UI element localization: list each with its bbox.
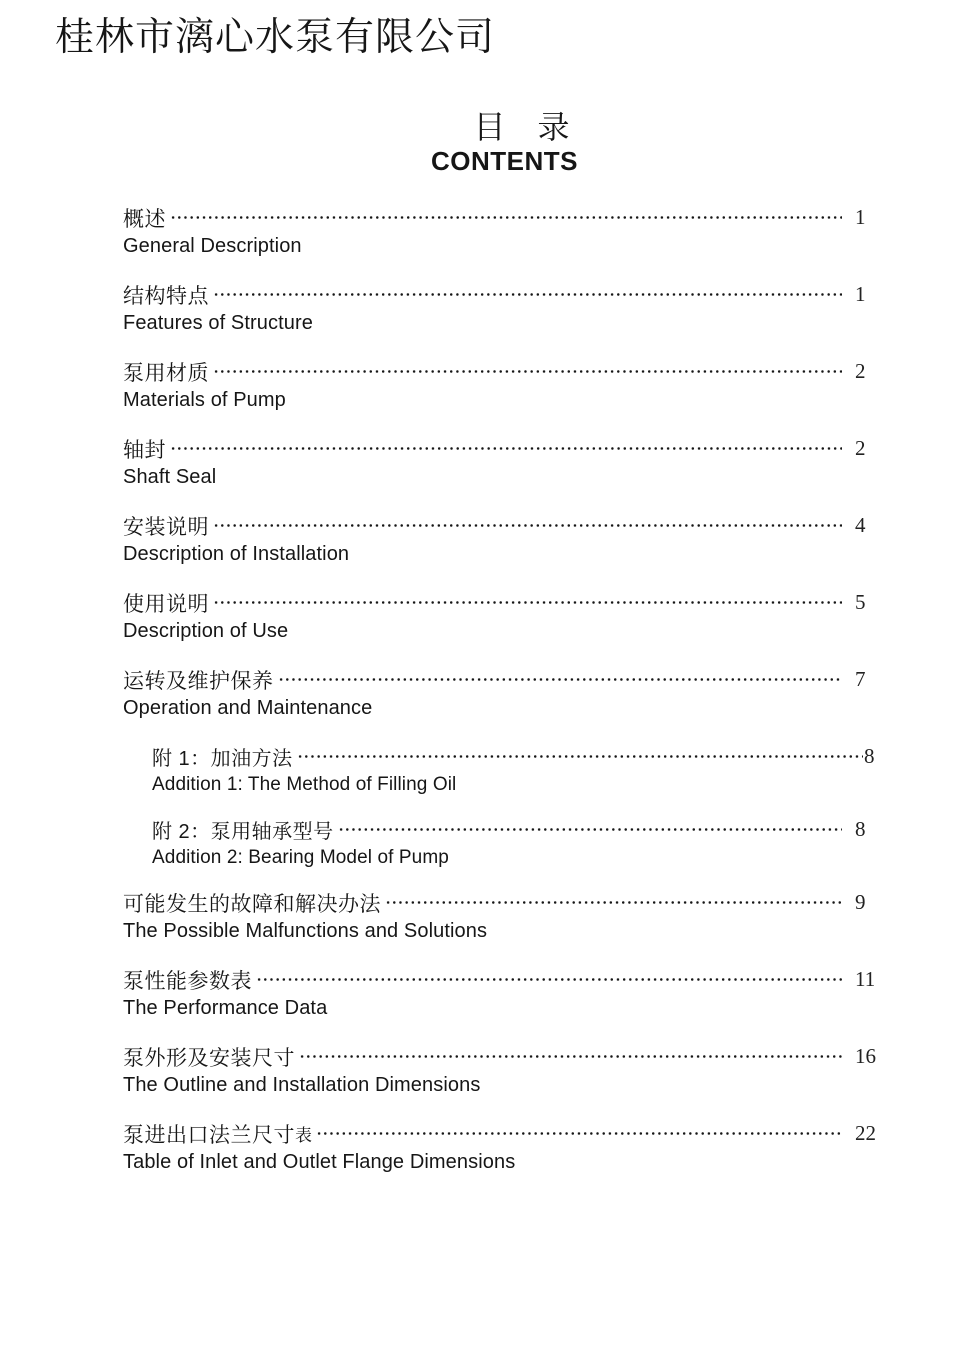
toc-entry-page-number: 8 xyxy=(855,817,866,841)
toc-entry-title-en: Table of Inlet and Outlet Flange Dimensions xyxy=(123,1150,516,1173)
toc-entry-title-cn: 可能发生的故障和解决办法 xyxy=(123,892,381,916)
toc-entry xyxy=(123,202,886,259)
toc-entry-title-en: The Possible Malfunctions and Solutions xyxy=(123,919,488,942)
toc-entry-title-en: General Description xyxy=(123,234,302,257)
dot-leader xyxy=(299,1041,842,1072)
toc-entry-title-en: Shaft Seal xyxy=(123,465,217,488)
dot-leader xyxy=(316,1118,842,1149)
toc-entry-title-row xyxy=(123,510,886,541)
toc-entry-title-row xyxy=(123,1041,886,1072)
toc-entry-title-en: Addition 2: Bearing Model of Pump xyxy=(152,847,449,868)
toc-entry-page-number: 9 xyxy=(855,890,866,914)
toc-entry xyxy=(123,356,886,413)
toc-entry-page-number: 11 xyxy=(855,967,876,991)
dot-leader xyxy=(338,814,842,845)
toc-list xyxy=(123,202,886,1195)
dot-leader xyxy=(170,202,842,233)
toc-entry-title-row xyxy=(123,433,886,464)
toc-entry-title-row xyxy=(123,279,886,310)
toc-entry-title-cn: 泵用材质 xyxy=(123,361,209,385)
toc-entry-title-row xyxy=(152,814,886,845)
toc-entry-title-en: Operation and Maintenance xyxy=(123,696,373,719)
toc-entry-title-cn: 附 1：加油方法 xyxy=(152,748,293,770)
toc-entry-title-en: Description of Use xyxy=(123,619,289,642)
toc-entry xyxy=(123,964,886,1021)
toc-entry xyxy=(123,814,886,871)
toc-entry-title-row xyxy=(123,964,886,995)
toc-entry-title-cn: 泵性能参数表 xyxy=(123,969,252,993)
toc-entry-page-number: 4 xyxy=(855,513,866,537)
toc-entry-page-number: 7 xyxy=(855,667,866,691)
toc-entry-page-number: 5 xyxy=(855,590,866,614)
toc-entry xyxy=(123,664,886,721)
toc-entry-page-number: 8 xyxy=(864,744,875,768)
toc-entry-page-number: 2 xyxy=(855,436,866,460)
dot-leader xyxy=(213,587,842,618)
toc-entry-title-row xyxy=(123,202,886,233)
toc-entry-title-row xyxy=(123,887,886,918)
toc-entry xyxy=(123,741,886,798)
toc-entry xyxy=(123,433,886,490)
toc-entry-title-en: Description of Installation xyxy=(123,542,350,565)
toc-entry xyxy=(123,887,886,944)
toc-entry-title-cn: 结构特点 xyxy=(123,284,209,308)
toc-entry-page-number: 2 xyxy=(855,359,866,383)
toc-entry-title-cn: 运转及维护保养 xyxy=(123,669,274,693)
toc-entry xyxy=(123,510,886,567)
dot-leader xyxy=(385,887,842,918)
toc-entry-title-cn-suffix: 表 xyxy=(295,1126,312,1145)
toc-entry-title-en: Features of Structure xyxy=(123,311,313,334)
toc-entry-title-en: The Performance Data xyxy=(123,996,328,1019)
dot-leader xyxy=(170,433,842,464)
dot-leader xyxy=(256,964,842,995)
toc-entry-title-cn: 泵外形及安装尺寸 xyxy=(123,1046,295,1070)
dot-leader xyxy=(278,664,843,695)
toc-entry xyxy=(123,1118,886,1175)
toc-entry-page-number: 16 xyxy=(855,1044,876,1068)
toc-entry-title-row xyxy=(123,356,886,387)
toc-entry-title-en: Addition 1: The Method of Filling Oil xyxy=(152,774,457,795)
toc-entry-title-cn: 使用说明 xyxy=(123,592,209,616)
toc-entry xyxy=(123,587,886,644)
toc-entry-title-cn: 泵进出口法兰尺寸 xyxy=(123,1123,295,1147)
toc-entry-page-number: 22 xyxy=(855,1121,876,1145)
toc-entry-title-en: Materials of Pump xyxy=(123,388,286,411)
toc-entry-page-number: 1 xyxy=(855,205,866,229)
toc-title-chinese: 目 录 xyxy=(473,109,570,145)
company-title: 桂林市漓心水泵有限公司 xyxy=(55,16,496,59)
dot-leader xyxy=(213,279,842,310)
toc-entry-title-en: The Outline and Installation Dimensions xyxy=(123,1073,481,1096)
toc-title-english: CONTENTS xyxy=(431,146,578,176)
dot-leader xyxy=(297,741,863,772)
toc-entry xyxy=(123,279,886,336)
toc-entry-title-row xyxy=(123,1118,886,1149)
toc-entry-title-cn: 概述 xyxy=(123,207,166,231)
toc-entry-title-row xyxy=(123,587,886,618)
toc-entry-page-number: 1 xyxy=(855,282,866,306)
toc-entry-title-cn: 安装说明 xyxy=(123,515,209,539)
toc-entry-title-row xyxy=(152,741,886,772)
toc-entry-title-row xyxy=(123,664,886,695)
toc-entry-title-cn: 附 2：泵用轴承型号 xyxy=(152,821,334,843)
toc-entry-title-cn: 轴封 xyxy=(123,438,166,462)
toc-entry xyxy=(123,1041,886,1098)
dot-leader xyxy=(213,510,842,541)
dot-leader xyxy=(213,356,842,387)
